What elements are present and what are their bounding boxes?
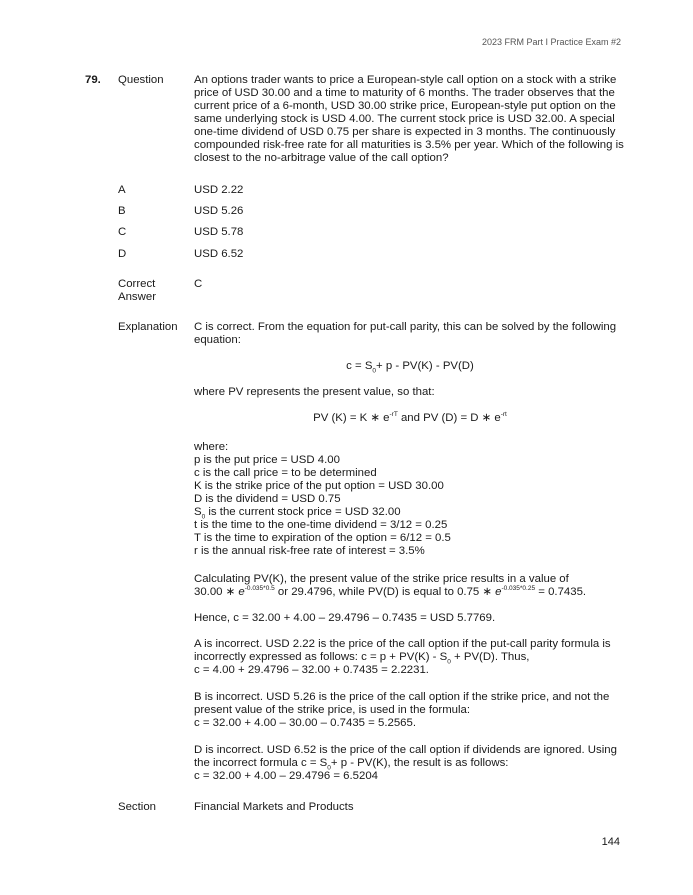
formula2-b: and PV (D) = D ∗ e: [397, 412, 501, 424]
calc-line2: [194, 586, 626, 599]
where-block: [194, 441, 626, 558]
calc-e2-sup: -0.035*0.25: [501, 585, 536, 593]
a-line2-sub: 0: [447, 658, 451, 666]
calc-b: or 29.4796, while PV(D) is equal to 0.75 ∗: [274, 586, 496, 598]
question-text: An options trader wants to price a European-style call option on a stock with a strike price of USD 30.00 and a time to maturity of 6 months. The trader observes that the current price of a 6-month, USD 30.00 strike price, European-style put option on the same underlying stock is USD 4.00. The current stock price is USD 32.00. A special one-time dividend of USD 0.75 per share is expected in 3 months. The continuously compounded risk-free rate for all maturities is 3.5% per year. Which of the following is closest to the no-arbitrage value of the call option?: [194, 74, 624, 164]
calc-e1: e: [238, 586, 245, 598]
option-letter: C: [118, 226, 127, 238]
correct-answer-label: [118, 278, 156, 304]
a-incorrect-line3: c = 4.00 + 29.4796 – 32.00 + 0.7435 = 2.2231.: [194, 664, 429, 676]
where-line: t is the time to the one-time dividend = 3/12 = 0.25: [194, 519, 448, 531]
where-line: c is the call price = to be determined: [194, 467, 377, 479]
correct-label-line1: Correct: [118, 278, 156, 290]
correct-label-line2: Answer: [118, 291, 156, 303]
calc-line1: Calculating PV(K), the present value of the strike price results in a value of: [194, 573, 569, 585]
calc-e2: e: [495, 586, 502, 598]
where-line: p is the put price = USD 4.00: [194, 454, 340, 466]
formula2-a: PV (K) = K ∗ e: [313, 412, 390, 424]
b-incorrect-line2: present value of the strike price, is used in the formula:: [194, 704, 471, 716]
question-label: Question: [118, 74, 164, 86]
d-incorrect-line1: D is incorrect. USD 6.52 is the price of the call option if dividends are ignored. Using: [194, 744, 617, 756]
d-line2b: + p - PV(K), the result is as follows:: [330, 757, 509, 769]
option-value: USD 6.52: [194, 248, 244, 260]
option-letter: A: [118, 184, 126, 196]
calc-c: = 0.7435.: [535, 586, 587, 598]
a-incorrect-line2: [194, 651, 626, 664]
s0-sub: 0: [201, 513, 206, 521]
calc-e1-sup: -0.035*0.5: [244, 585, 275, 593]
a-incorrect-paragraph: [194, 638, 626, 677]
correct-answer-value: C: [194, 278, 203, 290]
option-value: USD 2.22: [194, 184, 244, 196]
where-title: where:: [194, 441, 229, 453]
where-line: D is the dividend = USD 0.75: [194, 493, 341, 505]
b-incorrect-line1: B is incorrect. USD 5.26 is the price of the call option if the strike price, and not the: [194, 691, 610, 703]
calculation-paragraph: [194, 573, 626, 599]
a-line2b: + PV(D). Thus,: [450, 651, 530, 663]
page-header: 2023 FRM Part I Practice Exam #2: [481, 37, 621, 47]
option-value: USD 5.26: [194, 205, 244, 217]
d-line2-sub: 0: [327, 764, 331, 772]
explanation-intro: C is correct. From the equation for put-call parity, this can be solved by the following equation:: [194, 321, 617, 346]
where-line: T is the time to expiration of the option = 6/12 = 0.5: [194, 532, 451, 544]
option-letter: D: [118, 248, 127, 260]
question-number: 79.: [85, 74, 101, 86]
formula1-lhs: c = S: [346, 360, 373, 372]
page-number: 144: [601, 836, 620, 848]
a-incorrect-line1: A is incorrect. USD 2.22 is the price of the call option if the put-call parity formula is: [194, 638, 611, 650]
pv-intro: where PV represents the present value, so that:: [194, 386, 435, 398]
d-incorrect-line2: [194, 757, 626, 770]
formula-present-value: [194, 412, 626, 425]
formula2-b-sup: -rt: [500, 411, 507, 419]
where-line: [194, 506, 626, 519]
calc-a: 30.00 ∗: [194, 586, 239, 598]
where-line-text: is the current stock price = USD 32.00: [208, 506, 401, 518]
explanation-label: Explanation: [118, 321, 178, 333]
a-line2a: incorrectly expressed as follows: c = p + PV(K) - S: [194, 651, 448, 663]
b-incorrect-paragraph: [194, 691, 626, 730]
formula-put-call-parity: [194, 360, 626, 373]
section-value: Financial Markets and Products: [194, 801, 354, 813]
formula1-sub: 0: [372, 367, 377, 375]
b-incorrect-line3: c = 32.00 + 4.00 – 30.00 – 0.7435 = 5.2565.: [194, 717, 416, 729]
section-label: Section: [118, 801, 156, 813]
d-incorrect-paragraph: [194, 744, 626, 783]
where-line: K is the strike price of the put option = USD 30.00: [194, 480, 444, 492]
formula1-rhs: + p - PV(K) - PV(D): [376, 360, 474, 372]
option-letter: B: [118, 205, 126, 217]
option-value: USD 5.78: [194, 226, 244, 238]
formula2-a-sup: -rT: [389, 411, 398, 419]
d-line2a: the incorrect formula c = S: [194, 757, 328, 769]
s0-symbol: S: [194, 506, 202, 518]
d-incorrect-line3: c = 32.00 + 4.00 – 29.4796 = 6.5204: [194, 770, 378, 782]
hence-result: Hence, c = 32.00 + 4.00 – 29.4796 – 0.7435 = USD 5.7769.: [194, 612, 496, 624]
where-line: r is the annual risk-free rate of interest = 3.5%: [194, 545, 425, 557]
